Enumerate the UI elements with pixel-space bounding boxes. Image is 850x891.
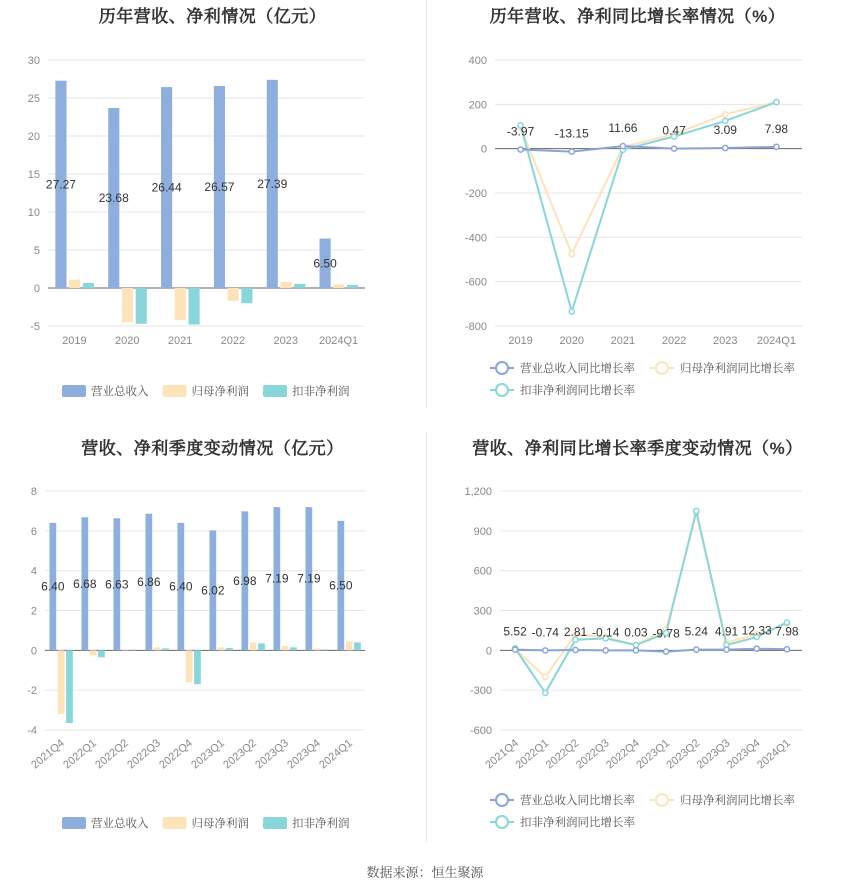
panel-annual-growth (425, 0, 850, 430)
x-tick-label: 2022Q1 (513, 737, 552, 772)
bar (354, 642, 361, 650)
x-tick-label: 2019 (508, 335, 533, 347)
y-tick-label: 8 (30, 486, 37, 498)
x-tick-label: 2022Q2 (543, 737, 582, 772)
bar (98, 650, 105, 657)
chart-title: 历年营收、净利同比增长率情况（%） (489, 7, 786, 26)
data-label: 0.03 (624, 625, 648, 640)
data-label: 27.39 (257, 176, 288, 191)
bar (280, 282, 291, 288)
series-point (664, 649, 669, 654)
series-point (513, 647, 518, 652)
y-tick-label: 1,200 (464, 486, 492, 498)
legend-label: 归母净利润同比增长率 (680, 795, 795, 807)
y-tick-label: 0 (30, 645, 37, 658)
divider (426, 0, 427, 408)
bar (122, 288, 133, 322)
bar (69, 280, 80, 288)
x-tick-label: 2022Q4 (604, 737, 642, 772)
legend-marker (496, 816, 508, 828)
bar (347, 285, 358, 288)
data-label: 6.98 (233, 573, 257, 588)
x-tick-label: 2019 (62, 335, 87, 347)
data-label: 27.27 (45, 177, 76, 192)
data-label: 5.24 (684, 624, 708, 639)
y-tick-label: 4 (30, 565, 37, 578)
data-label: 4.91 (714, 624, 739, 639)
x-tick-label: 2023Q1 (189, 737, 227, 772)
data-label: 11.66 (608, 121, 638, 136)
x-tick-label: 2023 (273, 335, 298, 347)
series-point (723, 112, 728, 117)
legend-label: 扣非净利润同比增长率 (520, 817, 635, 829)
legend-label: 扣非净利润 (292, 386, 350, 398)
series-point (774, 144, 779, 149)
series-line (521, 102, 777, 254)
data-label: 6.40 (41, 579, 65, 594)
x-tick-label: 2022Q1 (61, 737, 99, 772)
x-tick-label: 2021 (167, 335, 193, 347)
y-tick-label: 600 (473, 565, 492, 578)
bar (346, 641, 353, 650)
x-tick-label: 2023 (713, 335, 738, 347)
series-line (515, 514, 787, 677)
panel-quarterly-amount (0, 432, 425, 862)
divider (426, 432, 427, 842)
x-tick-label: 2023Q4 (724, 737, 763, 772)
data-label: -0.74 (531, 625, 559, 640)
y-tick-label: 0 (480, 143, 487, 156)
y-tick-label: -800 (464, 321, 487, 333)
bar (122, 649, 129, 650)
x-tick-label: 2023Q1 (634, 737, 673, 772)
data-source: 数据来源：恒生聚源 (366, 865, 484, 880)
data-label: 6.86 (137, 575, 161, 590)
x-tick-label: 2022Q2 (93, 737, 131, 772)
legend-label: 归母净利润 (191, 386, 249, 398)
y-tick-label: 25 (27, 93, 40, 105)
series-point (724, 647, 729, 652)
legend-marker (656, 794, 668, 806)
data-label: 6.02 (201, 583, 225, 598)
data-label: 5.52 (503, 624, 527, 639)
data-label: 26.57 (204, 180, 235, 195)
bar (322, 649, 329, 650)
y-tick-label: 20 (27, 131, 40, 143)
y-tick-label: -2 (27, 685, 37, 698)
bar (58, 650, 65, 714)
series-point (774, 100, 779, 105)
bar (175, 288, 186, 320)
y-tick-label: -600 (464, 276, 487, 289)
x-tick-label: 2022 (220, 335, 246, 347)
x-tick-label: 2023Q2 (664, 737, 703, 772)
series-point (633, 642, 638, 647)
bar (189, 288, 200, 324)
legend-marker (656, 362, 668, 374)
data-label: 3.09 (713, 122, 737, 137)
y-tick-label: 10 (27, 207, 40, 219)
legend-label: 归母净利润同比增长率 (680, 363, 795, 375)
y-tick-label: 30 (27, 55, 40, 67)
series-point (569, 149, 574, 154)
y-tick-label: 900 (473, 525, 492, 538)
bar (294, 284, 305, 288)
bar (333, 285, 344, 288)
y-tick-label: -200 (464, 188, 487, 200)
chart-annual-growth (425, 0, 850, 430)
data-label: 7.19 (265, 571, 289, 586)
y-tick-label: -4 (27, 725, 37, 737)
legend-marker (496, 794, 508, 806)
x-tick-label: 2024Q1 (755, 737, 793, 772)
legend-label: 扣非净利润同比增长率 (520, 385, 635, 397)
data-label: -13.15 (554, 126, 589, 141)
chart-annual-amount (0, 0, 425, 430)
legend-marker (496, 362, 508, 374)
legend-marker (496, 384, 508, 396)
y-tick-label: 5 (33, 245, 40, 257)
x-tick-label: 2022 (661, 335, 687, 347)
bar (130, 650, 137, 651)
y-tick-label: 0 (33, 283, 40, 295)
series-point (603, 648, 608, 653)
legend-label: 归母净利润 (191, 818, 249, 830)
y-tick-label: -5 (30, 321, 40, 333)
bar (314, 648, 321, 650)
y-tick-label: 0 (485, 645, 492, 658)
x-tick-label: 2020 (115, 335, 140, 347)
data-label: 6.63 (105, 577, 129, 592)
chart-quarterly-amount (0, 432, 425, 862)
bar (241, 288, 252, 303)
series-point (694, 647, 699, 652)
data-label: 2.81 (563, 624, 588, 639)
y-tick-label: -600 (469, 725, 492, 737)
chart-quarterly-growth (425, 432, 850, 862)
x-tick-label: 2021 (610, 335, 636, 347)
bar (194, 650, 201, 684)
x-tick-label: 2022Q3 (573, 737, 612, 772)
x-tick-label: 2021Q4 (483, 737, 522, 772)
x-tick-label: 2023Q2 (221, 737, 259, 772)
series-point (543, 648, 548, 653)
data-label: 0.47 (662, 123, 686, 138)
legend-label: 营业总收入同比增长率 (520, 363, 635, 375)
legend-label: 营业总收入 (91, 386, 149, 398)
legend-swatch (163, 385, 187, 397)
data-label: 12.33 (741, 623, 772, 638)
legend-swatch (62, 385, 86, 397)
series-point (543, 674, 548, 679)
legend-label: 营业总收入 (91, 818, 149, 830)
series-point (573, 647, 578, 652)
bar (90, 650, 97, 655)
y-tick-label: 200 (468, 99, 487, 112)
data-label: 6.40 (169, 579, 193, 594)
x-tick-label: 2022Q4 (157, 737, 195, 772)
x-tick-label: 2024Q1 (756, 335, 796, 347)
bar (250, 642, 257, 650)
data-label: -0.14 (592, 625, 620, 640)
series-line (515, 511, 787, 693)
chart-title: 营收、净利季度变动情况（亿元） (81, 439, 344, 458)
y-tick-label: 300 (473, 605, 492, 618)
bar (66, 650, 73, 723)
x-tick-label: 2023Q4 (285, 737, 323, 772)
series-point (620, 143, 625, 148)
data-label: 7.98 (764, 121, 789, 136)
data-label: 23.68 (98, 191, 129, 206)
y-tick-label: 15 (27, 169, 40, 181)
bar (290, 647, 297, 650)
x-tick-label: 2021Q4 (29, 737, 67, 772)
data-label: 26.44 (151, 180, 182, 195)
bar (136, 288, 147, 324)
y-tick-label: 2 (30, 605, 37, 618)
data-label: 6.50 (313, 256, 337, 271)
x-tick-label: 2024Q1 (317, 737, 355, 772)
bar (83, 283, 94, 288)
bar (218, 647, 225, 650)
y-tick-label: 400 (468, 55, 487, 67)
x-tick-label: 2020 (559, 335, 584, 347)
legend-swatch (263, 385, 287, 397)
bar (154, 647, 161, 650)
panel-annual-amount (0, 0, 425, 430)
bar (226, 648, 233, 650)
legend-swatch (62, 817, 86, 829)
legend-swatch (163, 817, 187, 829)
legend-label: 扣非净利润 (292, 818, 350, 830)
series-point (569, 251, 574, 256)
chart-title: 营收、净利同比增长率季度变动情况（%） (472, 439, 803, 458)
data-label: -9.78 (652, 626, 680, 641)
series-point (723, 145, 728, 150)
data-label: 6.50 (329, 578, 353, 593)
y-tick-label: -300 (469, 685, 492, 698)
data-label: 7.98 (775, 624, 799, 639)
y-tick-label: -400 (464, 232, 487, 245)
data-label: 6.68 (73, 576, 97, 591)
x-tick-label: 2023Q3 (253, 737, 291, 772)
bar (258, 643, 265, 650)
panel-quarterly-growth (425, 432, 850, 862)
series-point (518, 147, 523, 152)
bar (228, 288, 239, 301)
bar (162, 648, 169, 650)
bar (186, 650, 193, 682)
legend-label: 营业总收入同比增长率 (520, 795, 635, 807)
bar (282, 646, 289, 650)
series-point (784, 647, 789, 652)
data-label: 7.19 (297, 571, 321, 586)
x-tick-label: 2024Q1 (319, 335, 359, 347)
series-point (543, 690, 548, 695)
legend-swatch (263, 817, 287, 829)
chart-title: 历年营收、净利情况（亿元） (98, 7, 327, 26)
series-point (633, 648, 638, 653)
series-point (694, 508, 699, 513)
x-tick-label: 2023Q3 (694, 737, 733, 772)
data-label: -3.97 (506, 124, 535, 139)
series-point (754, 646, 759, 651)
series-point (671, 146, 676, 151)
x-tick-label: 2022Q3 (125, 737, 163, 772)
series-point (569, 309, 574, 314)
y-tick-label: 6 (30, 525, 37, 538)
